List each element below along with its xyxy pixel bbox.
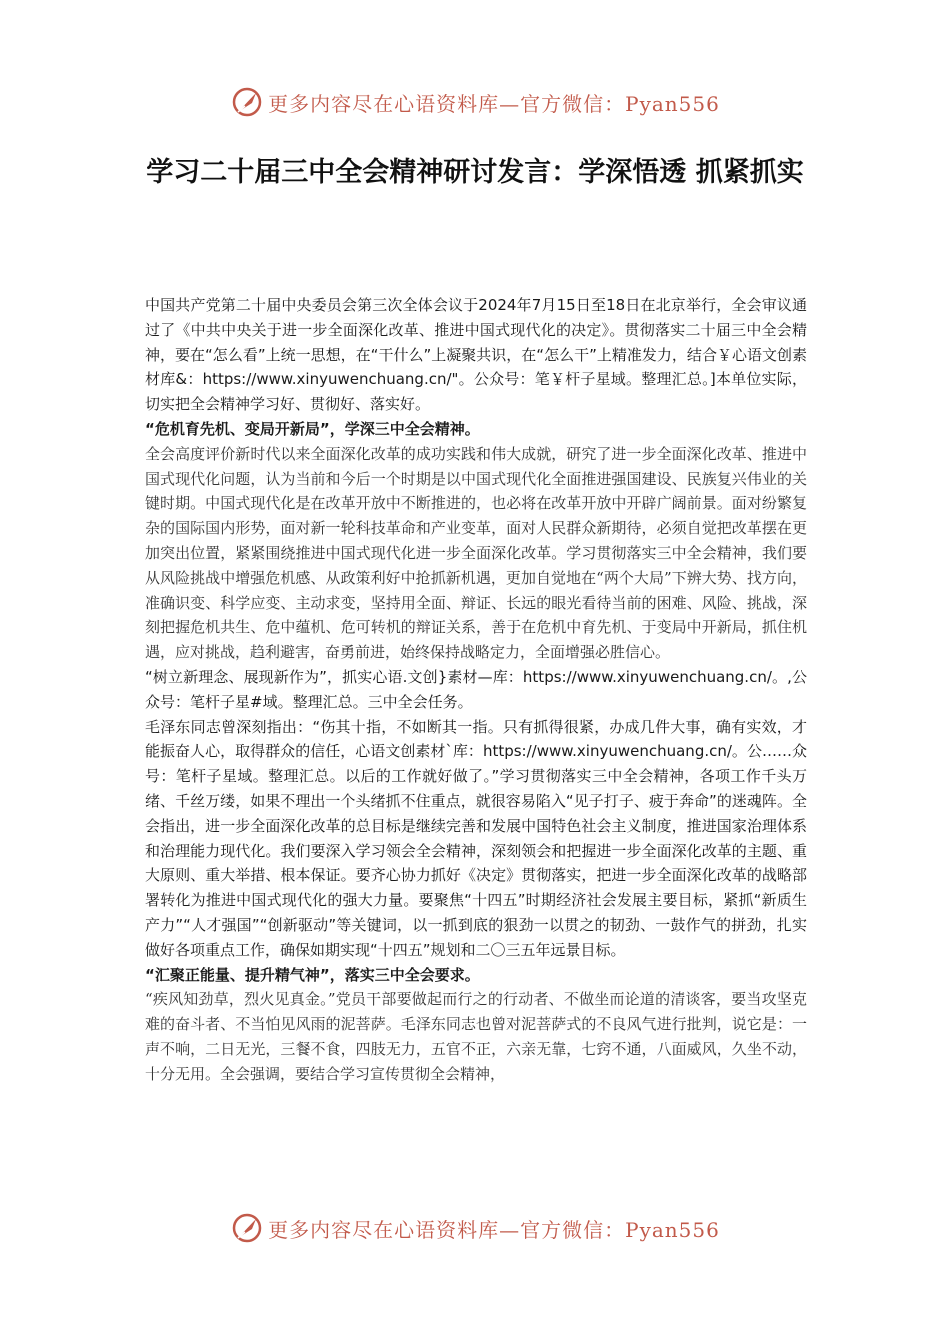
intro-paragraph: 中国共产党第二十届中央委员会第三次全体会议于2024年7月15日至18日在北京举行，全会审议通过了《中共中央关于进一步全面深化改革、推进中国式现代化的决定》。贯彻落实二十届三中全会精神，要在“怎么看”上统一思想，在“干什么”上凝聚共识，在“怎么干”上精准发力，结合￥心语文创素材库&：https://www.xinyuwenchuang.cn/"。公众号：笔￥杆子星域。整理汇总。]本单位实际，切实把全会精神学习好、贯彻好、落实好。 <box>145 296 807 414</box>
quill-logo-icon <box>230 85 264 119</box>
banner-text: 更多内容尽在心语资料库—官方微信：Pyan556 <box>268 1217 720 1242</box>
footer-watermark-banner <box>0 1208 950 1248</box>
header-watermark-banner <box>0 82 950 122</box>
section-1-paragraph: 全会高度评价新时代以来全面深化改革的成功实践和伟大成就，研究了进一步全面深化改革、推进中国式现代化问题，认为当前和今后一个时期是以中国式现代化全面推进强国建设、民族复兴伟业的关键时期。中国式现代化是在改革开放中不断推进的，也必将在改革开放中开辟广阔前景。面对纷繁复杂的国际国内形势，面对新一轮科技革命和产业变革，面对人民群众新期待，必须自觉把改革摆在更加突出位置，紧紧围绕推进中国式现代化进一步全面深化改革。学习贯彻落实三中全会精神，我们要从风险挑战中增强危机感、从政策利好中抢抓新机遇，更加自觉地在“两个大局”下辨大势、找方向，准确识变、科学应变、主动求变，坚持用全面、辩证、长远的眼光看待当前的困难、风险、挑战，深刻把握危机共生、危中蕴机、危可转机的辩证关系，善于在危机中育先机、于变局中开新局，抓住机遇，应对挑战，趋利避害，奋勇前进，始终保持战略定力，全面增强必胜信心。 <box>145 444 807 662</box>
document-body <box>145 293 807 1087</box>
banner-text: 更多内容尽在心语资料库—官方微信：Pyan556 <box>268 91 720 116</box>
section-heading-1: “危机育先机、变局开新局”，学深三中全会精神。 <box>145 419 480 438</box>
section-3-paragraph: “疾风知劲草，烈火见真金。”党员干部要做起而行之的行动者、不做坐而论道的清谈客，要当攻坚克难的奋斗者、不当怕见风雨的泥菩萨。毛泽东同志也曾对泥菩萨式的不良风气进行批判，说它是：一声不响，二日无光，三餐不食，四肢无力，五官不正，六亲无靠，七窍不通，八面威风，久坐不动，十分无用。全会强调，要结合学习宣传贯彻全会精神， <box>145 990 807 1083</box>
section-heading-2: “树立新理念、展现新作为”，抓实心语.文创}素材—库：https://www.xinyuwenchuang.cn/。,公众号：笔杆子星#域。整理汇总。三中全会任务。 <box>145 667 807 711</box>
document-title: 学习二十届三中全会精神研讨发言：学深悟透 抓紧抓实 <box>146 157 804 188</box>
section-heading-3: “汇聚正能量、提升精气神”，落实三中全会要求。 <box>145 965 480 984</box>
quill-logo-icon <box>230 1211 264 1245</box>
section-2-paragraph: 毛泽东同志曾深刻指出：“伤其十指，不如断其一指。只有抓得很紧，办成几件大事，确有实效，才能振奋人心，取得群众的信任，心语文创素材`库：https://www.xinyuwenchuang.cn/。公……众号：笔杆子星域。整理汇总。以后的工作就好做了。”学习贯彻落实三中全会精神，各项工作千头万绪、千丝万缕，如果不理出一个头绪抓不住重点，就很容易陷入“见子打子、疲于奔命”的迷魂阵。全会指出，进一步全面深化改革的总目标是继续完善和发展中国特色社会主义制度，推进国家治理体系和治理能力现代化。我们要深入学习领会全会精神，深刻领会和把握进一步全面深化改革的主题、重大原则、重大举措、根本保证。要齐心协力抓好《决定》贯彻落实，把进一步全面深化改革的战略部署转化为推进中国式现代化的强大力量。要聚焦“十四五”时期经济社会发展主要目标，紧抓“新质生产力”“人才强国”“创新驱动”等关键词，以一抓到底的狠劲一以贯之的韧劲、一鼓作气的拼劲，扎实做好各项重点工作，确保如期实现“十四五”规划和二〇三五年远景目标。 <box>145 717 807 959</box>
